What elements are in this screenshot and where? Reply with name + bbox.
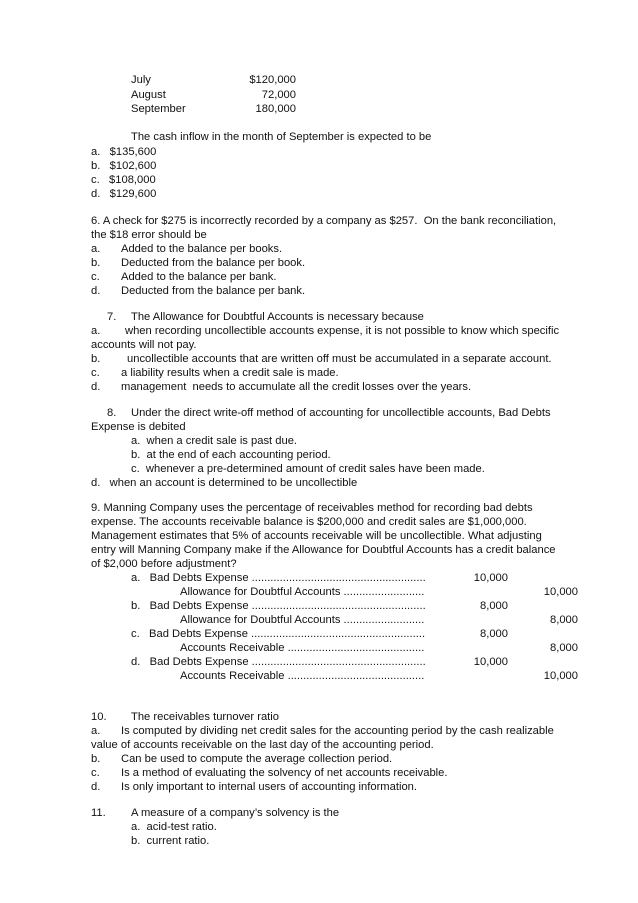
journal-debit-label: c. Bad Debts Expense ........................................................ <box>131 628 426 640</box>
answer-option: c. $108,000 <box>91 174 156 186</box>
option-text: Added to the balance per books. <box>121 243 283 255</box>
option-letter: d. <box>91 285 101 297</box>
month-label: July <box>131 74 151 86</box>
question-number: 8. <box>107 407 117 419</box>
journal-credit-label: Allowance for Doubtful Accounts .......................... <box>180 586 425 598</box>
option-letter: d. <box>91 381 101 393</box>
journal-debit-amount: 8,000 <box>480 600 508 612</box>
option-letter: c. <box>91 367 100 379</box>
option-text-cont: accounts will not pay. <box>91 339 197 351</box>
question-stem: The Allowance for Doubtful Accounts is necessary because <box>131 311 424 323</box>
question-stem: entry will Manning Company make if the Allowance for Doubtful Accounts has a credit balance <box>91 544 556 556</box>
answer-option: a. when a credit sale is past due. <box>131 435 298 447</box>
option-letter: b. <box>91 353 101 365</box>
question-number: 10. <box>91 711 107 723</box>
journal-debit-label: b. Bad Debts Expense ........................................................ <box>131 600 426 612</box>
journal-credit-amount: 10,000 <box>543 586 578 598</box>
option-letter: b. <box>91 257 101 269</box>
journal-credit-label: Accounts Receivable ............................................ <box>180 642 425 654</box>
journal-credit-label: Allowance for Doubtful Accounts .......................... <box>180 614 425 626</box>
month-amount: 180,000 <box>255 103 296 115</box>
question-stem-cont: Expense is debited <box>91 421 186 433</box>
option-letter: a. <box>91 325 101 337</box>
month-label: September <box>131 103 186 115</box>
option-text: management needs to accumulate all the credit losses over the years. <box>121 381 472 393</box>
question-stem: A measure of a company’s solvency is the <box>131 807 340 819</box>
question-stem: Under the direct write-off method of accounting for uncollectible accounts, Bad Debts <box>131 407 551 419</box>
journal-credit-amount: 10,000 <box>543 670 578 682</box>
option-text: Is only important to internal users of accounting information. <box>121 781 417 793</box>
answer-option: a. $135,600 <box>91 146 157 158</box>
question-stem: Management estimates that 5% of accounts receivable will be uncollectible. What adjusting <box>91 530 542 542</box>
option-letter: a. <box>91 725 101 737</box>
journal-debit-label: a. Bad Debts Expense ........................................................ <box>131 572 426 584</box>
option-letter: a. <box>91 243 101 255</box>
option-text: Deducted from the balance per book. <box>121 257 306 269</box>
journal-debit-label: d. Bad Debts Expense ........................................................ <box>131 656 426 668</box>
option-text: Added to the balance per bank. <box>121 271 277 283</box>
answer-option: b. at the end of each accounting period. <box>131 449 331 461</box>
answer-option: d. $129,600 <box>91 188 157 200</box>
month-amount: $120,000 <box>249 74 296 86</box>
question-stem: 6. A check for $275 is incorrectly recorded by a company as $257. On the bank reconciliation, <box>91 215 557 227</box>
question-stem: The receivables turnover ratio <box>131 711 279 723</box>
question-stem: the $18 error should be <box>91 229 207 241</box>
option-text: Can be used to compute the average collection period. <box>121 753 393 765</box>
option-letter: c. <box>91 767 100 779</box>
option-text-cont: value of accounts receivable on the last day of the accounting period. <box>91 739 434 751</box>
question-stem: of $2,000 before adjustment? <box>91 558 237 570</box>
question-number: 11. <box>91 807 106 819</box>
option-text: Deducted from the balance per bank. <box>121 285 306 297</box>
option-text: Is computed by dividing net credit sales for the accounting period by the cash realizable <box>121 725 554 737</box>
month-amount: 72,000 <box>261 89 296 101</box>
journal-debit-amount: 10,000 <box>473 572 508 584</box>
question-stem: The cash inflow in the month of September is expected to be <box>131 131 432 143</box>
journal-credit-label: Accounts Receivable ............................................ <box>180 670 425 682</box>
journal-debit-amount: 10,000 <box>473 656 508 668</box>
question-stem: 9. Manning Company uses the percentage of receivables method for recording bad debts <box>91 502 533 514</box>
option-text: a liability results when a credit sale is made. <box>121 367 339 379</box>
question-number: 7. <box>107 311 117 323</box>
option-text: uncollectible accounts that are written off must be accumulated in a separate account. <box>127 353 552 365</box>
answer-option: b. current ratio. <box>131 835 210 847</box>
answer-option: b. $102,600 <box>91 160 157 172</box>
journal-credit-amount: 8,000 <box>550 614 578 626</box>
option-text: Is a method of evaluating the solvency of net accounts receivable. <box>121 767 448 779</box>
journal-credit-amount: 8,000 <box>550 642 578 654</box>
option-letter: c. <box>91 271 100 283</box>
answer-option: d. when an account is determined to be uncollectible <box>91 477 358 489</box>
answer-option: a. acid-test ratio. <box>131 821 217 833</box>
option-letter: b. <box>91 753 101 765</box>
month-label: August <box>131 89 166 101</box>
question-stem: expense. The accounts receivable balance is $200,000 and credit sales are $1,000,000. <box>91 516 527 528</box>
option-text: when recording uncollectible accounts expense, it is not possible to know which specific <box>125 325 560 337</box>
journal-debit-amount: 8,000 <box>480 628 508 640</box>
option-letter: d. <box>91 781 101 793</box>
answer-option: c. whenever a pre-determined amount of credit sales have been made. <box>131 463 485 475</box>
